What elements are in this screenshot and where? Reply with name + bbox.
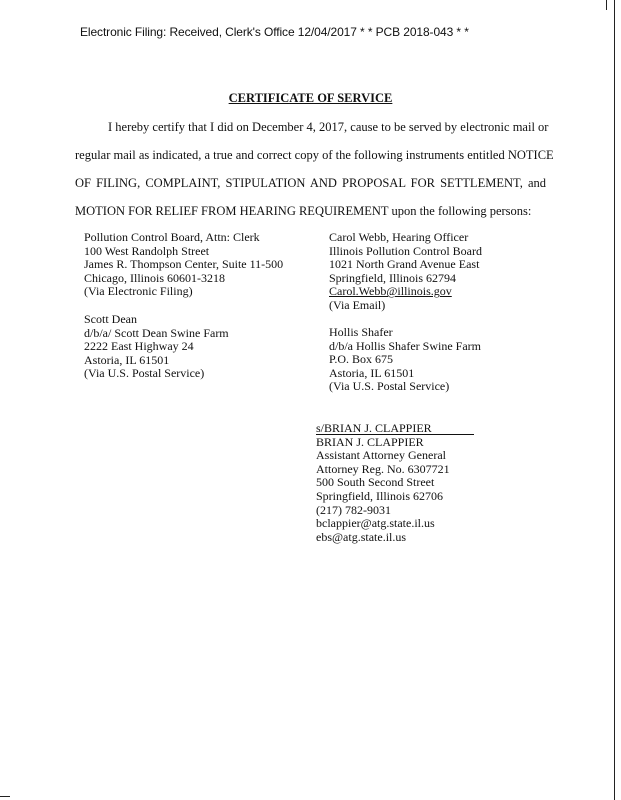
address-line: 2222 East Highway 24 (84, 339, 194, 354)
paragraph-line-2: regular mail as indicated, a true and correct copy of the following instruments entitled NOTICE (75, 148, 554, 162)
address-line: Illinois Pollution Control Board (329, 243, 483, 258)
city-state-zip: Springfield, Illinois 62706 (316, 488, 443, 503)
address-line: Carol Webb, Hearing Officer (329, 230, 469, 244)
paragraph-line-3: OF FILING, COMPLAINT, STIPULATION AND PROPOSAL FOR SETTLEMENT, and (75, 176, 546, 190)
address-line: Astoria, IL 61501 (329, 365, 415, 380)
address-line: Scott Dean (84, 312, 137, 326)
signer-title: Assistant Attorney General (316, 448, 446, 463)
address-line: Astoria, IL 61501 (84, 352, 170, 367)
certificate-title: CERTIFICATE OF SERVICE (228, 91, 393, 105)
address-line: P.O. Box 675 (329, 352, 394, 367)
street-address: 500 South Second Street (316, 475, 435, 490)
signature-block (316, 422, 474, 544)
address-line: Pollution Control Board, Attn: Clerk (84, 230, 260, 244)
delivery-method: (Via Electronic Filing) (84, 284, 193, 299)
address-line: Chicago, Illinois 60601-3218 (84, 270, 225, 285)
filing-stamp-header: Electronic Filing: Received, Clerk's Office 12/04/2017 * * PCB 2018-043 * * (80, 25, 469, 39)
email-address: ebs@atg.state.il.us (316, 529, 407, 544)
address-line: d/b/a/ Scott Dean Swine Farm (84, 325, 229, 340)
address-line: James R. Thompson Center, Suite 11-500 (84, 257, 284, 272)
phone-number: (217) 782-9031 (316, 502, 391, 517)
page-corner-mark (0, 796, 10, 797)
address-line: d/b/a Hollis Shafer Swine Farm (329, 338, 481, 353)
signer-name: BRIAN J. CLAPPIER (316, 434, 424, 449)
delivery-method: (Via U.S. Postal Service) (84, 366, 205, 381)
address-line: Hollis Shafer (329, 325, 393, 339)
page-edge-mark (606, 0, 607, 10)
delivery-method: (Via Email) (329, 297, 386, 312)
recipient-pollution-control-board (84, 231, 283, 299)
page-edge-line (614, 0, 615, 800)
paragraph-line-1: I hereby certify that I did on December 4, 2017, cause to be served by electronic mail or (108, 120, 549, 134)
email-link[interactable]: Carol.Webb@illinois.gov (329, 284, 452, 299)
email-address: bclappier@atg.state.il.us (316, 516, 435, 531)
recipient-scott-dean (84, 313, 229, 381)
delivery-method: (Via U.S. Postal Service) (329, 379, 450, 394)
attorney-reg-number: Attorney Reg. No. 6307721 (316, 461, 450, 476)
address-line: Springfield, Illinois 62794 (329, 270, 456, 285)
address-line: 1021 North Grand Avenue East (329, 257, 480, 272)
electronic-signature: s/BRIAN J. CLAPPIER (316, 422, 474, 435)
recipient-hollis-shafer (329, 326, 481, 394)
paragraph-line-4: MOTION FOR RELIEF FROM HEARING REQUIREMENT upon the following persons: (75, 204, 532, 218)
recipient-carol-webb (329, 231, 482, 313)
address-line: 100 West Randolph Street (84, 243, 210, 258)
